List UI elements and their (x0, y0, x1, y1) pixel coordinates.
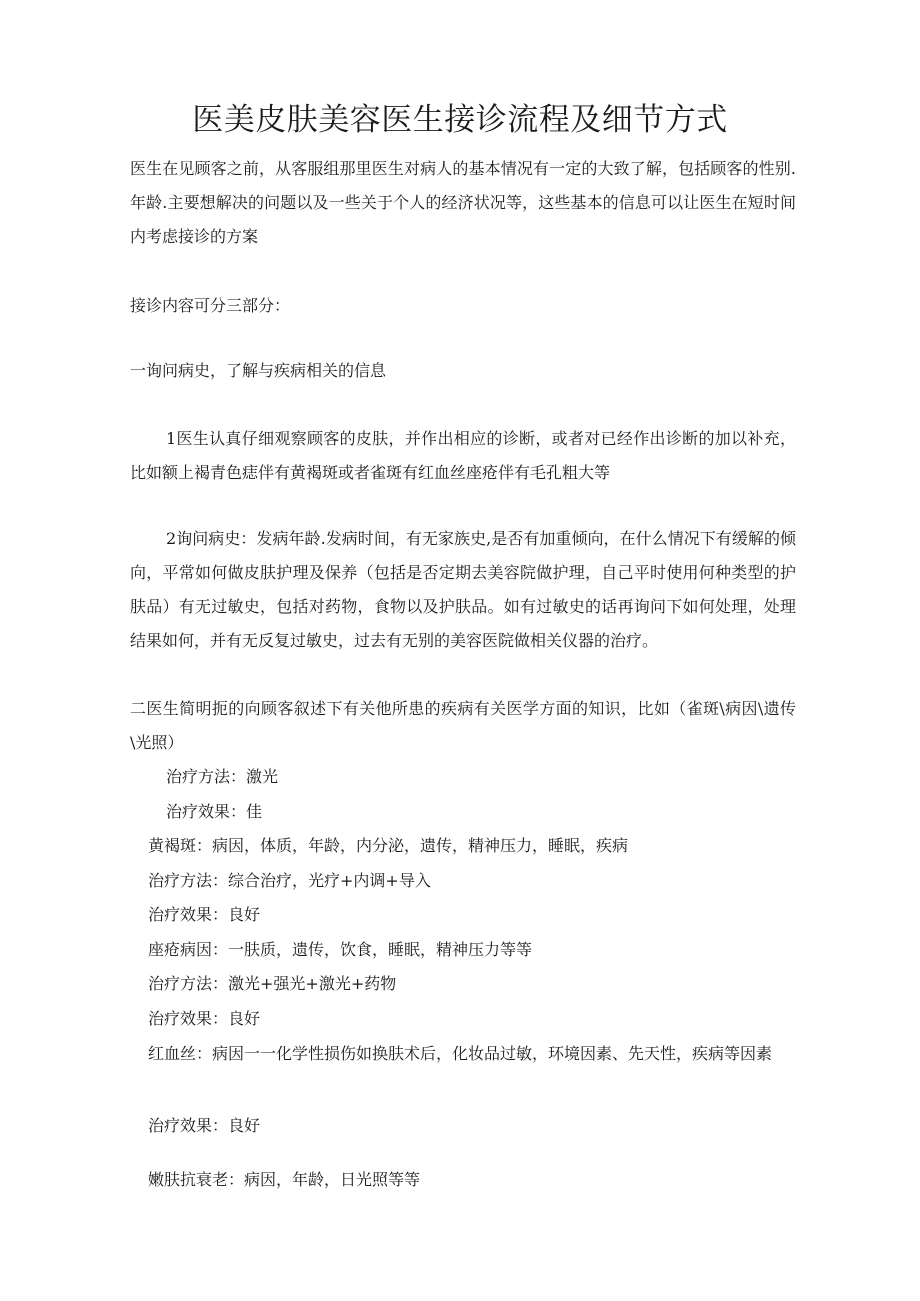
red-vein-effect: 治疗效果：良好 (148, 1116, 261, 1135)
acne-cause: 座疮病因：一肤质，遗传，饮食，睡眠，精神压力等等 (148, 940, 533, 959)
acne-method: 治疗方法：激光+强光+激光+药物 (148, 974, 397, 993)
item1-paragraph: 1医生认真仔细观察顾客的皮肤，并作出相应的诊断，或者对已经作出诊断的加以补充，比如额上褐青色痣伴有黄褐斑或者雀斑有红血丝座疮伴有毛孔粗大等 (130, 429, 796, 482)
item2-paragraph: 2询问病史：发病年龄.发病时间，有无家族史,是否有加重倾向，在什么情况下有缓解的倾向，平常如何做皮肤护理及保养（包括是否定期去美容院做护理，自己平时使用何种类型的护肤品）有无过敏史，包括对药物，食物以及护肤品。如有过敏史的话再询问下如何处理，处理结果如何，并有无反复过敏史，过去有无别的美容医院做相关仪器的治疗。 (130, 529, 796, 650)
document-title: 医美皮肤美容医生接诊流程及细节方式 (192, 102, 728, 138)
freckle-effect: 治疗效果：佳 (166, 802, 263, 821)
intro-paragraph: 医生在见顾客之前，从客服组那里医生对病人的基本情况有一定的大致了解，包括顾客的性别.年龄.主要想解决的问题以及一些关于个人的经济状况等，这些基本的信息可以让医生在短时间内考虑接诊的方案 (130, 159, 796, 246)
freckle-method: 治疗方法：激光 (166, 767, 279, 786)
melasma-effect: 治疗效果：良好 (148, 905, 261, 924)
anti-aging-cause: 嫩肤抗衰老：病因，年龄，日光照等等 (148, 1170, 421, 1189)
red-vein-cause: 红血丝：病因一一化学性损伤如换肤术后，化妆品过敏，环境因素、先天性，疾病等因素 (148, 1044, 773, 1063)
content-heading: 接诊内容可分三部分： (130, 296, 291, 315)
melasma-cause: 黄褐斑：病因，体质，年龄，内分泌，遗传，精神压力，睡眠，疾病 (148, 836, 629, 855)
section2-heading: 二医生简明扼的向顾客叙述下有关他所患的疾病有关医学方面的知识，比如（雀斑\病因\遗传\光照） (130, 699, 796, 752)
section1-heading: 一询问病史，了解与疾病相关的信息 (130, 361, 387, 380)
melasma-method: 治疗方法：综合治疗，光疗+内调+导入 (148, 871, 431, 890)
acne-effect: 治疗效果：良好 (148, 1009, 261, 1028)
